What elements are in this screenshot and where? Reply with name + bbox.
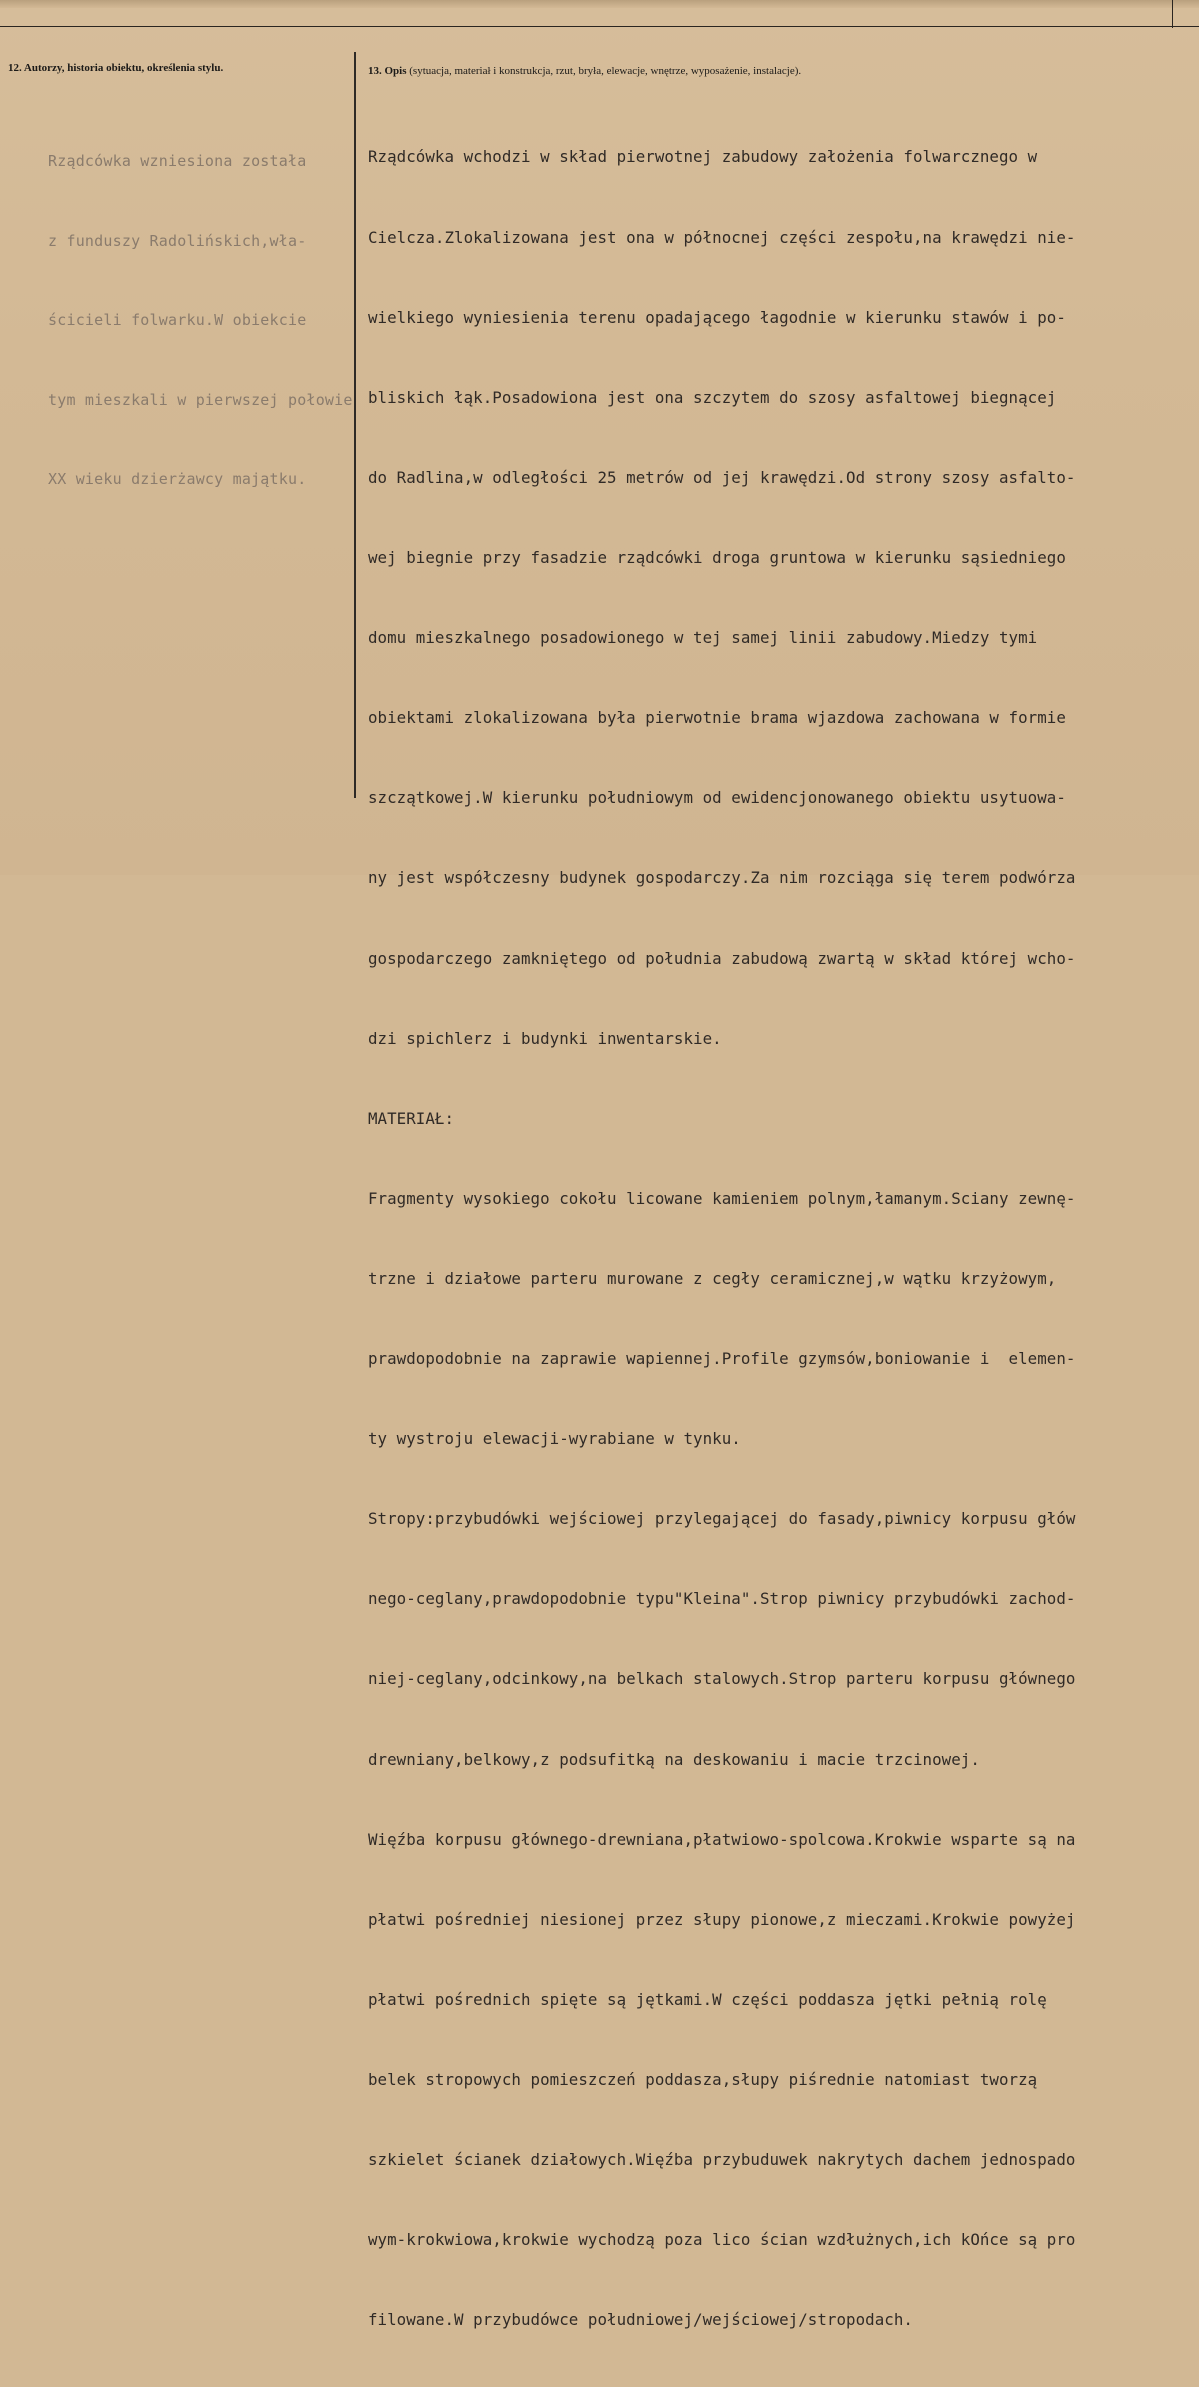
history-line: z funduszy Radolińskich,wła-: [48, 231, 307, 250]
description-line: belek stropowych pomieszczeń poddasza,słupy piśrednie natomiast tworzą: [368, 2070, 1038, 2090]
description-text-block: [368, 91, 1075, 2387]
description-line: ty wystroju elewacji-wyrabiane w tynku.: [368, 1429, 741, 1449]
description-line: wym-krokwiowa,krokwie wychodzą poza lico ścian wzdłużnych,ich kOńce są pro: [368, 2230, 1076, 2250]
description-line: prawdopodobnie na zaprawie wapiennej.Profile gzymsów,boniowanie i elemen-: [368, 1349, 1076, 1369]
paper-top-edge: [0, 0, 1199, 8]
description-line: Rządcówka wchodzi w skład pierwotnej zabudowy założenia folwarcznego w: [368, 147, 1038, 167]
description-line: ny jest współczesny budynek gospodarczy.Za nim rozciąga się terem podwórza: [368, 868, 1076, 888]
description-line: płatwi pośredniej niesionej przez słupy pionowe,z mieczami.Krokwie powyżej: [368, 1909, 1076, 1929]
description-line: płatwi pośrednich spięte są jętkami.W części poddasza jętki pełnią rolę: [368, 1989, 1047, 2009]
history-line: Rządcówka wzniesiona została: [48, 152, 307, 170]
description-line: wej biegnie przy fasadzie rządcówki droga gruntowa w kierunku sąsiedniego: [368, 547, 1066, 567]
description-line: dzi spichlerz i budynki inwentarskie.: [368, 1028, 722, 1048]
section-12-heading: 12. Autorzy, historia obiektu, określenia stylu.: [8, 62, 224, 74]
section-13-number: 13. Opis: [368, 65, 407, 77]
description-line: szkielet ścianek działowych.Więźba przybuduwek nakrytych dachem jednospado: [368, 2150, 1076, 2170]
history-line: tym mieszkali w pierwszej połowie: [48, 390, 353, 409]
history-text-block: [48, 95, 353, 546]
top-rule-line: [0, 26, 1199, 27]
description-line: drewniany,belkowy,z podsufitką na deskowaniu i macie trzcinowej.: [368, 1749, 980, 1769]
history-line: ścicieli folwarku.W obiekcie: [48, 311, 307, 329]
description-line: obiektami zlokalizowana była pierwotnie brama wjazdowa zachowana w formie: [368, 708, 1066, 728]
history-line: XX wieku dzierżawcy majątku.: [48, 470, 307, 488]
material-heading: MATERIAŁ:: [368, 1108, 455, 1128]
section-13-heading: [368, 65, 801, 77]
description-line: domu mieszkalnego posadowionego w tej samej linii zabudowy.Miedzy tymi: [368, 628, 1038, 648]
description-line: wielkiego wyniesienia terenu opadającego łagodnie w kierunku stawów i po-: [368, 307, 1066, 327]
description-line: Cielcza.Zlokalizowana jest ona w północnej części zespołu,na krawędzi nie-: [368, 227, 1076, 247]
description-line: bliskich łąk.Posadowiona jest ona szczytem do szosy asfaltowej biegnącej: [368, 387, 1057, 407]
description-line: Fragmenty wysokiego cokołu licowane kamieniem polnym,łamanym.Sciany zewnę-: [368, 1188, 1076, 1208]
description-line: filowane.W przybudówce południowej/wejściowej/stropodach.: [368, 2310, 913, 2330]
description-line: trzne i działowe parteru murowane z cegły ceramicznej,w wątku krzyżowym,: [368, 1268, 1057, 1288]
right-rule-line: [1172, 0, 1173, 28]
description-line: nego-ceglany,prawdopodobnie typu"Kleina".Strop piwnicy przybudówki zachod-: [368, 1589, 1076, 1609]
description-line: gospodarczego zamkniętego od południa zabudową zwartą w skład której wcho-: [368, 948, 1076, 968]
column-divider: [354, 52, 356, 798]
description-line: do Radlina,w odległości 25 metrów od jej krawędzi.Od strony szosy asfalto-: [368, 467, 1076, 487]
description-line: niej-ceglany,odcinkowy,na belkach stalowych.Strop parteru korpusu głównego: [368, 1669, 1076, 1689]
description-line: Stropy:przybudówki wejściowej przylegającej do fasady,piwnicy korpusu głów: [368, 1509, 1076, 1529]
description-line: Więźba korpusu głównego-drewniana,płatwiowo-spolcowa.Krokwie wsparte są na: [368, 1829, 1076, 1849]
description-line: szczątkowej.W kierunku południowym od ewidencjonowanego obiektu usytuowa-: [368, 788, 1066, 808]
section-13-subtitle: (sytuacja, materiał i konstrukcja, rzut, bryła, elewacje, wnętrze, wyposażenie, instalacje).: [406, 65, 802, 77]
